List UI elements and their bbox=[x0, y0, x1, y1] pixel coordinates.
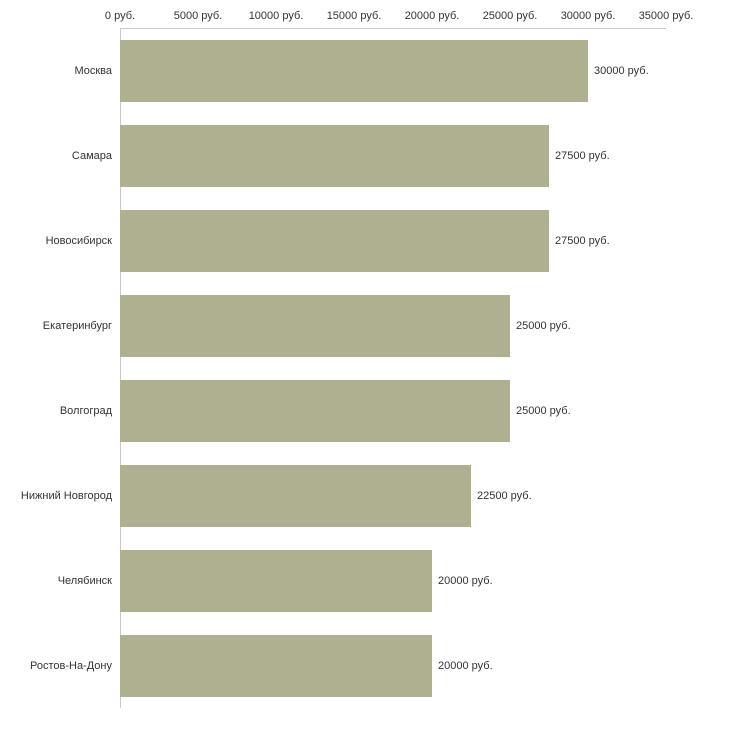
category-label: Ростов-На-Дону bbox=[29, 659, 112, 672]
category-label: Москва bbox=[74, 64, 112, 77]
category-label: Челябинск bbox=[57, 574, 112, 587]
bar-row[interactable] bbox=[120, 380, 666, 442]
x-axis-tick-label: 5000 руб. bbox=[173, 10, 223, 22]
bar[interactable] bbox=[120, 380, 510, 442]
bar-value-label: 20000 руб. bbox=[438, 659, 493, 672]
category-label: Самара bbox=[71, 149, 112, 162]
x-axis-ticks bbox=[0, 10, 730, 26]
bar-row[interactable] bbox=[120, 40, 666, 102]
bar-row[interactable] bbox=[120, 295, 666, 357]
category-label: Новосибирск bbox=[45, 234, 112, 247]
bar[interactable] bbox=[120, 635, 432, 697]
x-axis-tick-label: 0 руб. bbox=[104, 10, 136, 22]
bar-value-label: 27500 руб. bbox=[555, 234, 610, 247]
bar[interactable] bbox=[120, 550, 432, 612]
x-axis-tick-label: 30000 руб. bbox=[560, 10, 616, 22]
bar[interactable] bbox=[120, 295, 510, 357]
plot-area bbox=[120, 28, 666, 708]
x-axis-tick-label: 20000 руб. bbox=[404, 10, 460, 22]
bar-value-label: 25000 руб. bbox=[516, 319, 571, 332]
bar-value-label: 27500 руб. bbox=[555, 149, 610, 162]
axis-top-line bbox=[120, 28, 666, 29]
bar-row[interactable] bbox=[120, 125, 666, 187]
bar[interactable] bbox=[120, 210, 549, 272]
bar-row[interactable] bbox=[120, 210, 666, 272]
bar-value-label: 22500 руб. bbox=[477, 489, 532, 502]
bar-value-label: 25000 руб. bbox=[516, 404, 571, 417]
bar-row[interactable] bbox=[120, 465, 666, 527]
bar-row[interactable] bbox=[120, 635, 666, 697]
bar-value-label: 30000 руб. bbox=[594, 64, 649, 77]
x-axis-tick-label: 35000 руб. bbox=[638, 10, 694, 22]
category-label: Нижний Новгород bbox=[20, 489, 112, 502]
x-axis-tick-label: 25000 руб. bbox=[482, 10, 538, 22]
x-axis-tick-label: 15000 руб. bbox=[326, 10, 382, 22]
x-axis-tick-label: 10000 руб. bbox=[248, 10, 304, 22]
category-label: Екатеринбург bbox=[42, 319, 112, 332]
bar-value-label: 20000 руб. bbox=[438, 574, 493, 587]
bar[interactable] bbox=[120, 125, 549, 187]
bar[interactable] bbox=[120, 40, 588, 102]
bar[interactable] bbox=[120, 465, 471, 527]
bar-row[interactable] bbox=[120, 550, 666, 612]
category-label: Волгоград bbox=[59, 404, 112, 417]
